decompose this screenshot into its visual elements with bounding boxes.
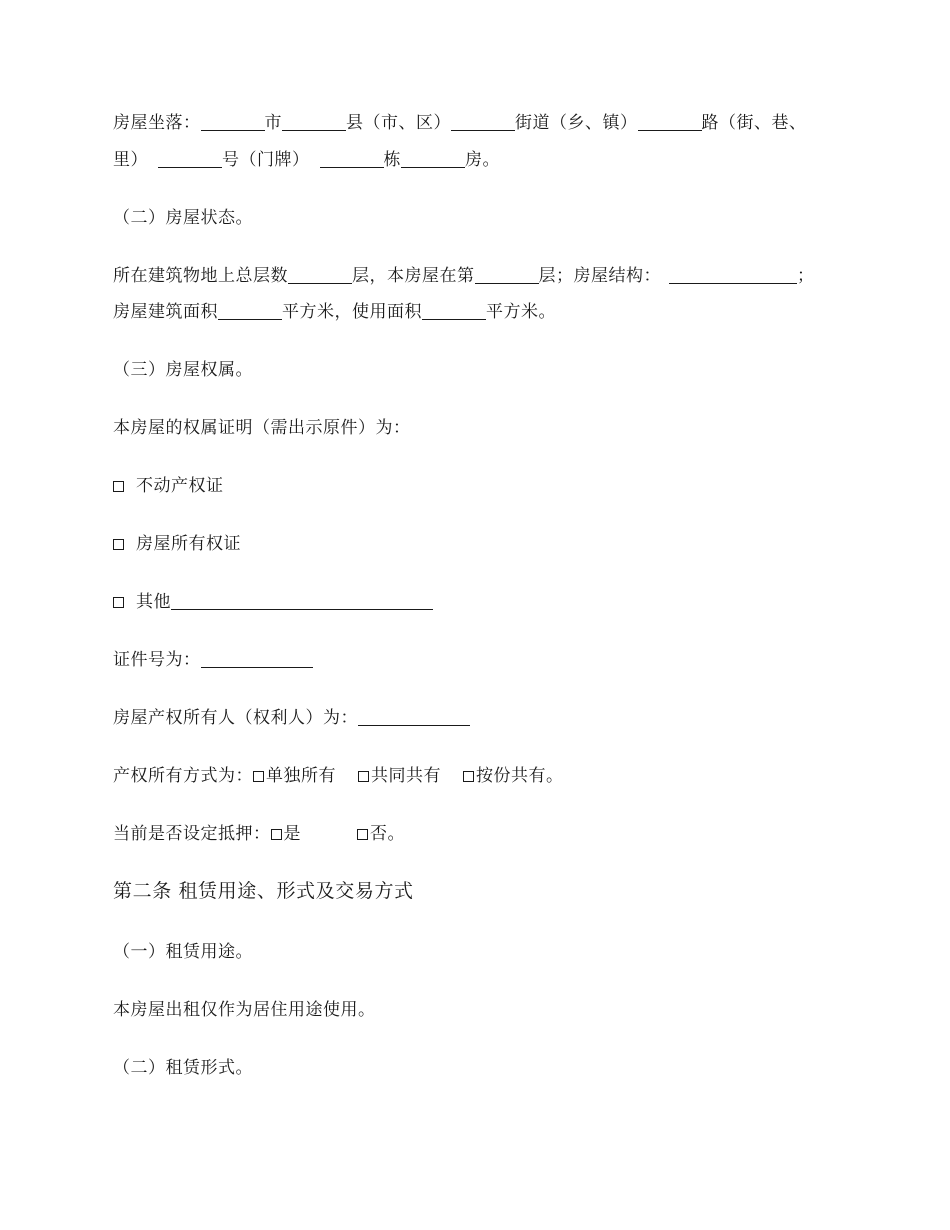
status-line-2 bbox=[113, 300, 556, 324]
number-blank[interactable] bbox=[158, 149, 222, 168]
mortgage-yes: 是 bbox=[283, 824, 301, 844]
usable-area-blank[interactable] bbox=[422, 301, 486, 320]
owner-blank[interactable] bbox=[358, 707, 470, 726]
purpose-heading: （一）租赁用途。 bbox=[113, 942, 253, 962]
room-suffix: 房。 bbox=[465, 150, 500, 170]
other-proof-blank[interactable] bbox=[171, 591, 433, 610]
total-floors-label: 所在建筑物地上总层数 bbox=[113, 266, 288, 286]
county-blank[interactable] bbox=[282, 112, 346, 131]
option-label: 房屋所有权证 bbox=[136, 534, 241, 554]
proof-option-house bbox=[113, 532, 241, 556]
number-suffix: 号（门牌） bbox=[222, 150, 310, 170]
location-label: 房屋坐落： bbox=[113, 113, 201, 133]
county-suffix: 县（市、区） bbox=[346, 113, 451, 133]
street-suffix: 街道（乡、镇） bbox=[515, 113, 638, 133]
checkbox-icon[interactable] bbox=[463, 771, 474, 782]
lane-prefix: 里） bbox=[113, 150, 148, 170]
building-area-blank[interactable] bbox=[218, 301, 282, 320]
owner-line bbox=[113, 706, 470, 730]
floor-mid-label: 层，本房屋在第 bbox=[352, 266, 475, 286]
mode-option-sole: 单独所有 bbox=[266, 766, 336, 786]
structure-label: 层；房屋结构： bbox=[538, 266, 661, 286]
mortgage-line bbox=[113, 822, 405, 846]
road-blank[interactable] bbox=[638, 112, 702, 131]
cert-no-line bbox=[113, 648, 313, 672]
checkbox-icon[interactable] bbox=[253, 771, 264, 782]
mortgage-label: 当前是否设定抵押： bbox=[113, 824, 271, 844]
street-blank[interactable] bbox=[451, 112, 515, 131]
proof-intro: 本房屋的权属证明（需出示原件）为： bbox=[113, 418, 411, 438]
checkbox-icon[interactable] bbox=[357, 829, 368, 840]
checkbox-icon[interactable] bbox=[113, 539, 124, 550]
location-line-1 bbox=[113, 111, 807, 135]
cert-no-label: 证件号为： bbox=[113, 650, 201, 670]
area-mid-label: 平方米，使用面积 bbox=[282, 302, 422, 322]
ownership-mode-line bbox=[113, 764, 564, 788]
checkbox-icon[interactable] bbox=[358, 771, 369, 782]
mortgage-no: 否。 bbox=[370, 824, 405, 844]
building-blank[interactable] bbox=[320, 149, 384, 168]
building-suffix: 栋 bbox=[383, 150, 401, 170]
owner-label: 房屋产权所有人（权利人）为： bbox=[113, 708, 358, 728]
mode-label: 产权所有方式为： bbox=[113, 766, 253, 786]
city-blank[interactable] bbox=[201, 112, 265, 131]
checkbox-icon[interactable] bbox=[113, 597, 124, 608]
floor-blank[interactable] bbox=[475, 265, 539, 284]
city-suffix: 市 bbox=[264, 113, 282, 133]
area-suffix: 平方米。 bbox=[486, 302, 556, 322]
structure-suffix: ； bbox=[797, 266, 815, 286]
proof-option-realestate bbox=[113, 474, 224, 498]
form-heading: （二）租赁形式。 bbox=[113, 1058, 253, 1078]
location-line-2 bbox=[113, 148, 500, 172]
road-suffix: 路（街、巷、 bbox=[701, 113, 807, 133]
option-label: 其他 bbox=[136, 592, 171, 612]
proof-option-other bbox=[113, 590, 433, 614]
mode-option-share: 按份共有。 bbox=[476, 766, 564, 786]
room-blank[interactable] bbox=[401, 149, 465, 168]
mode-option-joint: 共同共有 bbox=[371, 766, 441, 786]
purpose-text: 本房屋出租仅作为居住用途使用。 bbox=[113, 1000, 376, 1020]
ownership-heading: （三）房屋权属。 bbox=[113, 360, 253, 380]
cert-no-blank[interactable] bbox=[201, 649, 313, 668]
structure-blank[interactable] bbox=[669, 265, 797, 284]
total-floors-blank[interactable] bbox=[288, 265, 352, 284]
option-label: 不动产权证 bbox=[136, 476, 224, 496]
article-2-title: 第二条 租赁用途、形式及交易方式 bbox=[113, 880, 414, 902]
checkbox-icon[interactable] bbox=[271, 829, 282, 840]
area-label: 房屋建筑面积 bbox=[113, 302, 218, 322]
checkbox-icon[interactable] bbox=[113, 481, 124, 492]
status-heading: （二）房屋状态。 bbox=[113, 208, 253, 228]
status-line-1 bbox=[113, 264, 815, 288]
